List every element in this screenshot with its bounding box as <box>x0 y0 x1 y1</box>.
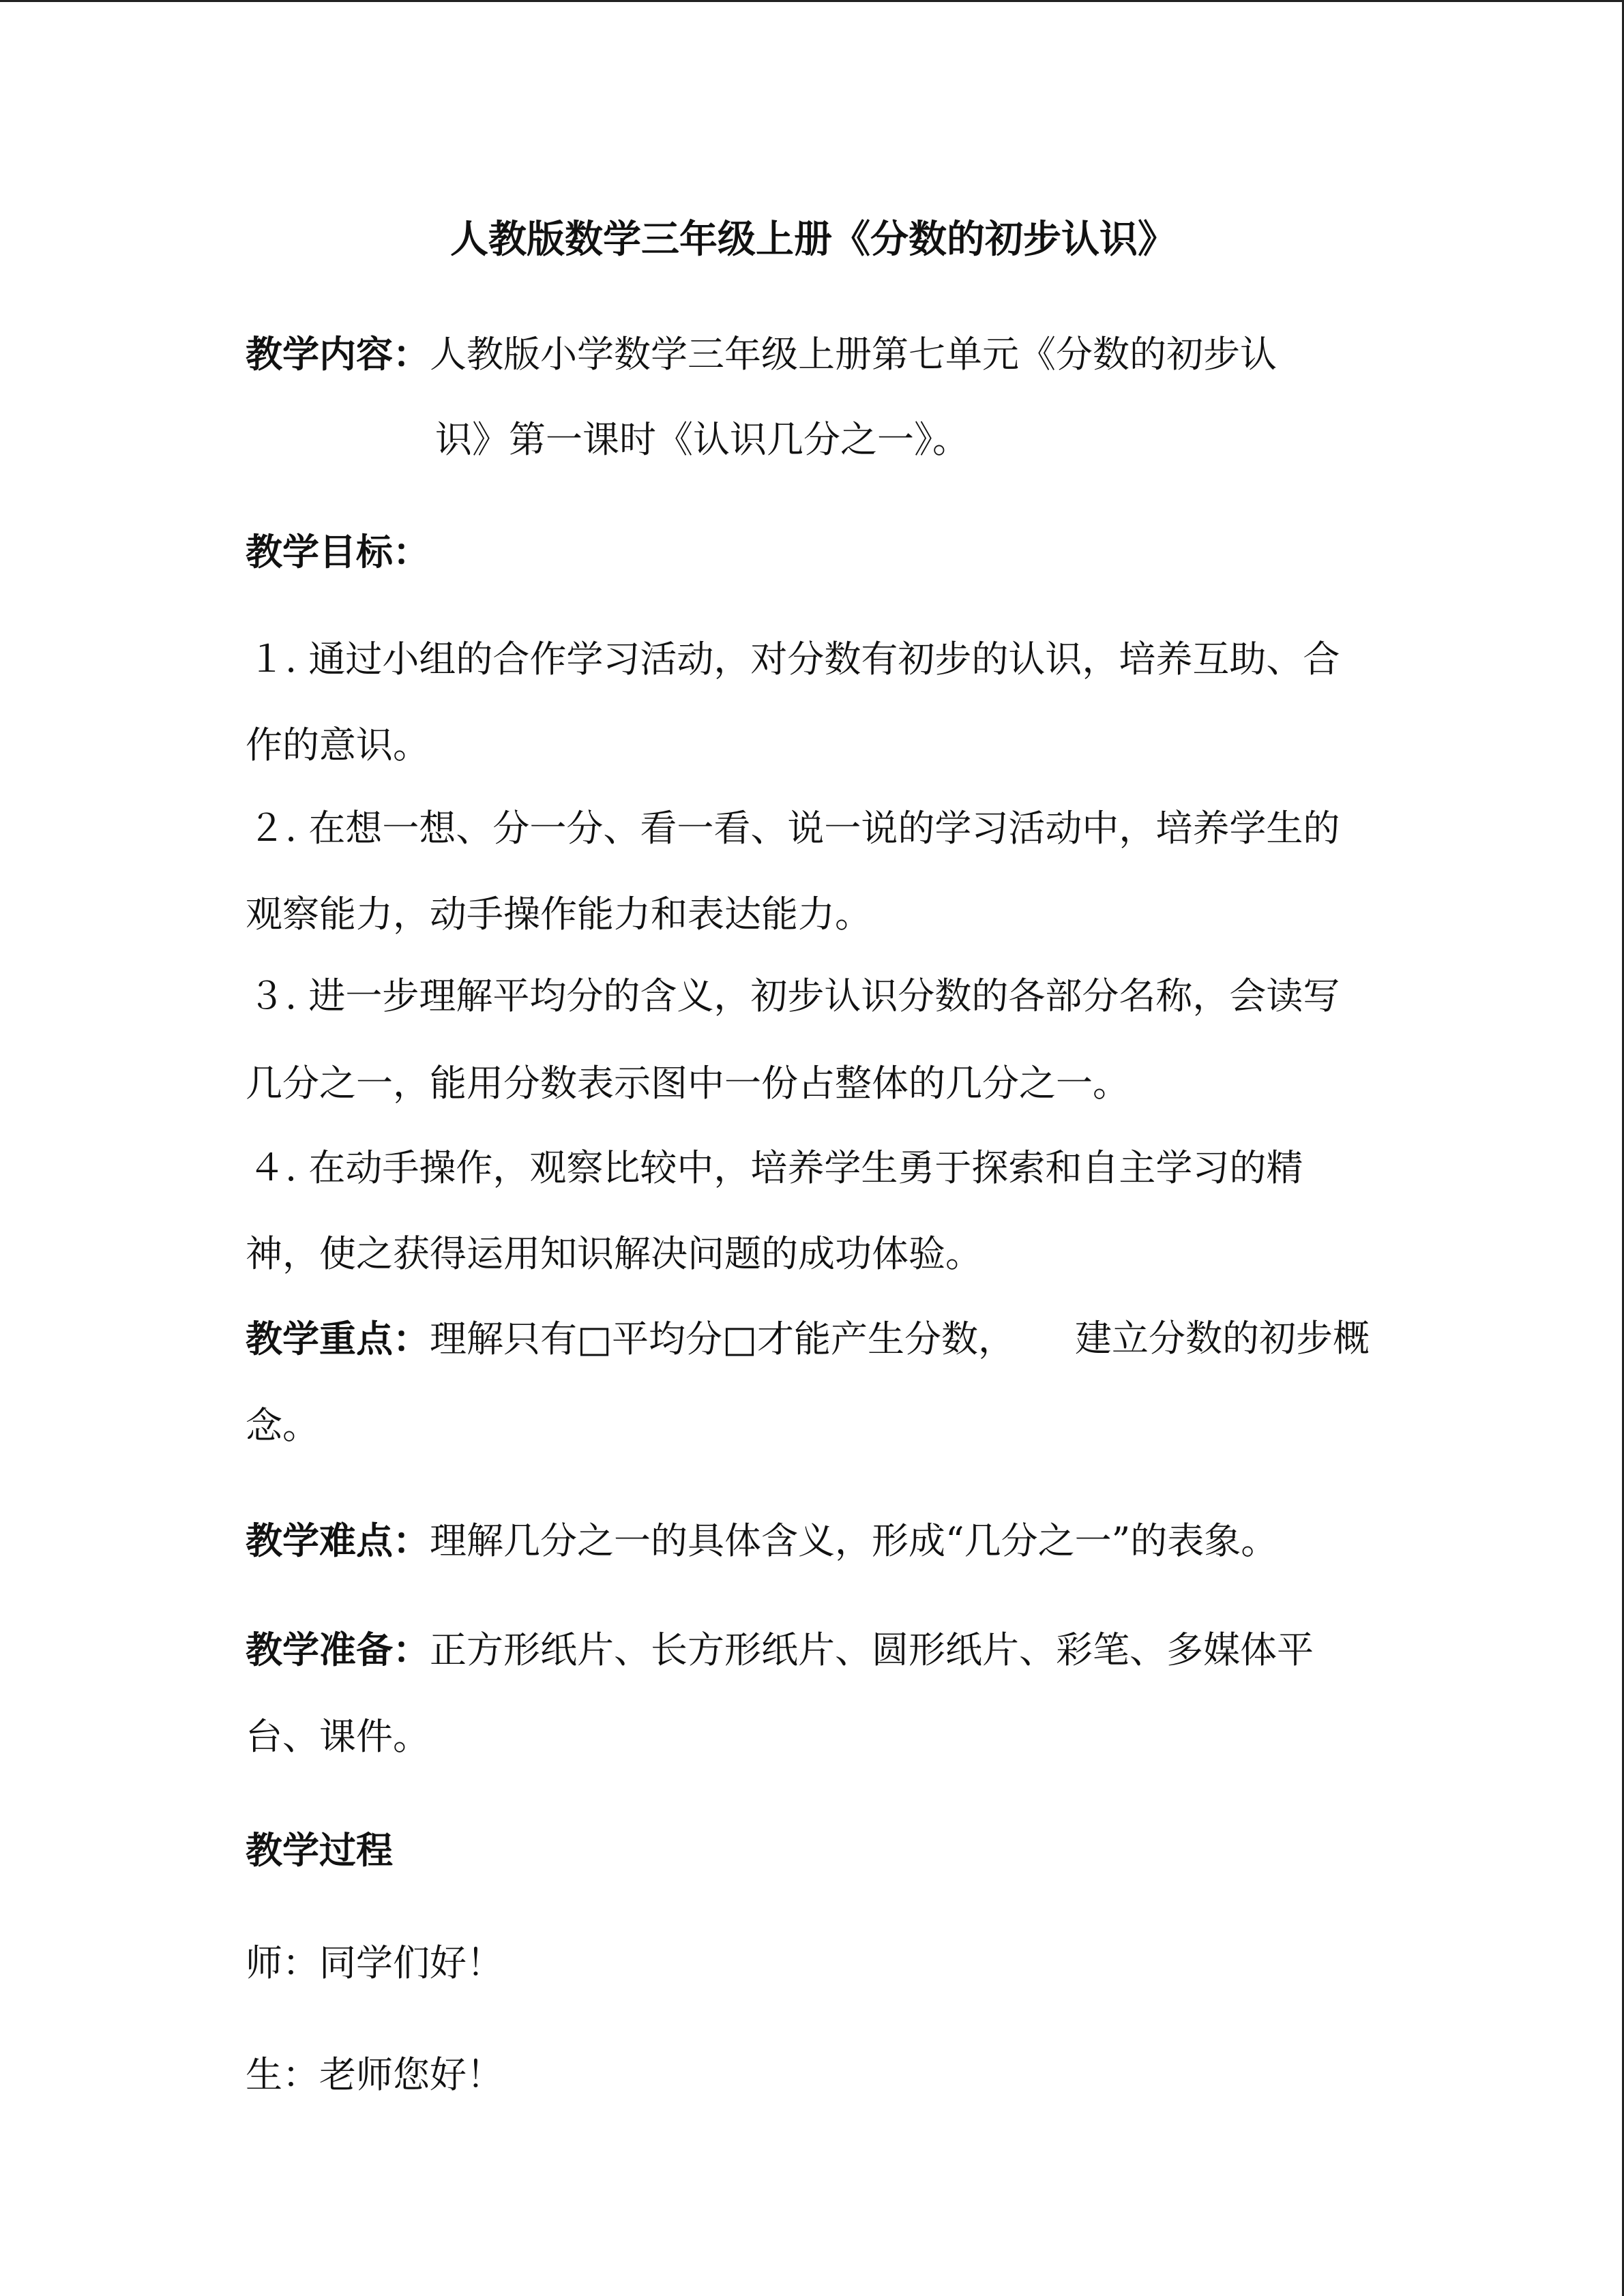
objective-3-line2: 几分之一，能用分数表示图中一份占整体的几分之一。 <box>246 1062 1130 1105</box>
difficulty-section <box>246 1518 1278 1564</box>
objective-2-line2: 观察能力，动手操作能力和表达能力。 <box>246 893 872 936</box>
objectives-label: 教学目标： <box>246 530 430 573</box>
objective-1-line1: １. 通过小组的合作学习活动，对分数有初步的认识，培养互助、合 <box>248 638 1340 681</box>
key-point-line2: 念。 <box>246 1404 319 1447</box>
difficulty-label: 教学难点： <box>246 1519 430 1562</box>
process-label: 教学过程 <box>246 1828 393 1872</box>
preparation-section <box>246 1627 1314 1673</box>
dialogue-line-1 <box>246 1941 503 1986</box>
key-point-line1b: 建立分数的初步概 <box>1075 1317 1370 1360</box>
dialogue-line-2 <box>246 2053 503 2098</box>
objective-3-line1: ３. 进一步理解平均分的含义，初步认识分数的各部分名称，会读写 <box>248 974 1340 1017</box>
key-point-line1a: 理解只有□平均分□才能产生分数， <box>430 1317 1016 1360</box>
preparation-line2: 台、课件。 <box>246 1715 430 1758</box>
content-section <box>246 331 1277 377</box>
dialogue-speaker: 师： <box>246 1941 319 1984</box>
difficulty-text: 理解几分之一的具体含义，形成“几分之一”的表象。 <box>430 1519 1278 1562</box>
content-line1: 人教版小学数学三年级上册第七单元《分数的初步认 <box>430 333 1277 376</box>
preparation-label: 教学准备： <box>246 1628 430 1671</box>
document-title: 人教版数学三年级上册《分数的初步认识》 <box>450 217 1176 262</box>
objective-4-line1: ４. 在动手操作，观察比较中，培养学生勇于探索和自主学习的精 <box>248 1146 1303 1189</box>
preparation-line1: 正方形纸片、长方形纸片、圆形纸片、彩笔、多媒体平 <box>430 1628 1314 1671</box>
objective-4-line2: 神，使之获得运用知识解决问题的成功体验。 <box>246 1232 982 1275</box>
content-line2: 识》第一课时《认识几分之一》。 <box>435 418 969 461</box>
objective-1-line2: 作的意识。 <box>246 724 430 766</box>
dialogue-text: 老师您好！ <box>319 2053 503 2096</box>
dialogue-text: 同学们好！ <box>319 1941 503 1984</box>
page-border-top <box>0 0 1624 2</box>
dialogue-speaker: 生： <box>246 2053 319 2096</box>
objective-2-line1: ２. 在想一想、分一分、看一看、说一说的学习活动中，培养学生的 <box>248 807 1340 850</box>
key-point-label: 教学重点： <box>246 1317 430 1360</box>
key-point-section <box>246 1316 1015 1362</box>
content-label: 教学内容： <box>246 332 430 376</box>
